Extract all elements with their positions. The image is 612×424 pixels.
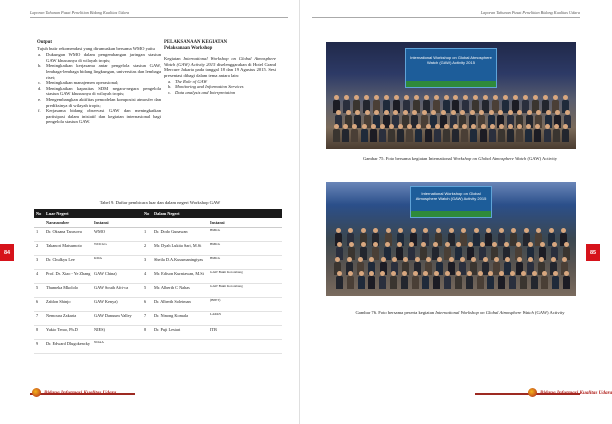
participant-figure bbox=[509, 271, 516, 289]
table-cell-no: 2 bbox=[36, 243, 39, 248]
output-item-text: Meningkatkan kerjasama antar pengelola stasiun GAW, lembaga-lembaga bidang lingkungan, universitas dan lembaga riset; bbox=[46, 63, 161, 80]
header-dalam-negeri: Dalam Negeri bbox=[154, 211, 180, 216]
header-luar-negeri: Luar Negeri bbox=[46, 211, 69, 216]
output-item bbox=[38, 52, 161, 63]
output-item-letter: d. bbox=[38, 85, 42, 91]
table-cell-name: Thumeka Mkololo bbox=[46, 285, 79, 290]
output-intro: Tujuh butir rekomendasi yang dirumuskan bersama WMO yaitu bbox=[37, 45, 155, 51]
theme-letter: c. bbox=[168, 89, 172, 95]
table-row bbox=[34, 228, 282, 242]
table-cell-no: 4 bbox=[36, 271, 39, 276]
speaker-table bbox=[34, 209, 282, 354]
activity-paragraph: Kegiatan International Workshop on Global Atmosphere Watch (GAW) Activity 2015 diselenggarakan di Hotel Grand Mercure Jakarta pada tanggal 18 dan 19 Agustus 2015. Sesi presentasi dibagi dalam tema antara lain: bbox=[164, 56, 276, 78]
header-rule-left bbox=[30, 17, 288, 18]
table-cell-name2: Dr. Puji Lestari bbox=[154, 327, 181, 332]
participant-figure bbox=[487, 271, 494, 289]
table-cell-no: 7 bbox=[36, 313, 39, 318]
theme-list bbox=[164, 79, 276, 96]
participant-figure bbox=[388, 124, 395, 142]
output-item bbox=[38, 63, 161, 80]
participant-figure bbox=[498, 124, 505, 142]
table-cell-no: 5 bbox=[36, 285, 39, 290]
header-rule-right bbox=[312, 17, 580, 18]
workshop-banner-2 bbox=[410, 186, 492, 218]
table-cell-no: 3 bbox=[36, 257, 39, 262]
output-item-letter: e. bbox=[38, 96, 42, 102]
table-row bbox=[34, 312, 282, 326]
output-item-letter: c. bbox=[38, 80, 42, 86]
table-cell-inst2: BMKG bbox=[210, 256, 221, 260]
table-caption: Tabel 9. Daftar pembicara luar dan dalam negeri Workshop GAW bbox=[99, 200, 221, 205]
output-item bbox=[38, 96, 161, 108]
output-list bbox=[37, 52, 161, 125]
table-cell-no2: 6 bbox=[144, 299, 147, 304]
table-cell-name2: Mr. Alberth C Nahas bbox=[154, 285, 190, 290]
table-cell-no2: 7 bbox=[144, 313, 147, 318]
table-cell-name: Dr. Edward Dlugokencky bbox=[46, 341, 91, 346]
participant-figure bbox=[443, 124, 450, 142]
banner-text-2: International Workshop on Global Atmosphere Watch (GAW) Activity 2015 bbox=[415, 191, 487, 201]
footer-label-left: Bidang Informasi Kualitas Udara bbox=[44, 389, 117, 396]
participant-figure bbox=[520, 271, 527, 289]
participant-figure bbox=[336, 271, 343, 289]
running-header-left: Laporan Tahunan Pusat Penelitian Bidang Kualitas Udara bbox=[30, 10, 130, 15]
participant-figure bbox=[455, 271, 462, 289]
participants-group-2 bbox=[332, 228, 570, 290]
table-cell-no2: 5 bbox=[144, 285, 147, 290]
running-header-right: Laporan Tahunan Pusat Penelitian Bidang Kualitas Udara bbox=[480, 10, 580, 15]
participant-figure bbox=[489, 124, 496, 142]
table-cell-inst: GAW Danuum Valley bbox=[94, 313, 132, 318]
table-cell-name: Prof. Dr. Xiao - Ye Zhang bbox=[46, 271, 91, 276]
participant-figure bbox=[534, 124, 541, 142]
participant-figure bbox=[452, 124, 459, 142]
photo-caption-1: Gambar 75. Foto bersama kegiatan International Workshop on Global Atmosphere Watch (GAW) Activity bbox=[362, 156, 558, 161]
output-item bbox=[38, 108, 161, 125]
participant-figure bbox=[412, 271, 419, 289]
table-cell-no2: 8 bbox=[144, 327, 147, 332]
table-subheader-row bbox=[34, 218, 282, 228]
workshop-banner-1 bbox=[405, 48, 497, 88]
table-cell-inst: WMO bbox=[94, 229, 105, 234]
participant-figure bbox=[498, 271, 505, 289]
table-row bbox=[34, 326, 282, 340]
table-cell-no2: 2 bbox=[144, 243, 147, 248]
table-header-row bbox=[34, 209, 282, 218]
participant-figure bbox=[470, 124, 477, 142]
table-row bbox=[34, 284, 282, 298]
table-row bbox=[34, 298, 282, 312]
participant-figure bbox=[390, 271, 397, 289]
table-cell-no2: 1 bbox=[144, 229, 147, 234]
participant-figure bbox=[477, 271, 484, 289]
participant-figure bbox=[425, 124, 432, 142]
participant-figure bbox=[480, 124, 487, 142]
output-item-letter: b. bbox=[38, 63, 42, 69]
footer-right bbox=[300, 388, 612, 400]
table-body bbox=[34, 228, 282, 354]
table-cell-inst2: BMKG bbox=[210, 228, 221, 232]
table-cell-name2: Dr. Ninong Komala bbox=[154, 313, 189, 318]
participants-group-1 bbox=[332, 95, 570, 143]
table-cell-inst: GAW China) bbox=[94, 271, 117, 276]
table-cell-inst2: GAW Bukit Kototabang bbox=[210, 270, 243, 274]
participant-figure bbox=[397, 124, 404, 142]
table-cell-inst2: GAW Bukit Kototabang bbox=[210, 284, 243, 288]
participant-figure bbox=[333, 124, 340, 142]
output-item-text: Meningkatkan kapasitas SDM negara-negara pengelola stasiun GAW khususnya di wilayah tropis; bbox=[46, 85, 161, 97]
participant-figure bbox=[444, 271, 451, 289]
output-section bbox=[37, 40, 161, 125]
participant-figure bbox=[507, 124, 514, 142]
table-cell-name2: Dr. Dodo Gunawan bbox=[154, 229, 188, 234]
footer-label-right: Bidang Informasi Kualitas Udara bbox=[540, 389, 612, 396]
participant-figure bbox=[531, 271, 538, 289]
footer-left bbox=[0, 388, 300, 400]
photo-caption-2: Gambar 76. Foto bersama peserta kegiatan International Workshop on Global Atmosphere Watch (GAW) Activity bbox=[355, 310, 565, 315]
table-cell-inst: WDCGG bbox=[94, 242, 107, 246]
table-row bbox=[34, 242, 282, 256]
table-cell-name: Dr. Oksana Tarasova bbox=[46, 229, 82, 234]
participant-figure bbox=[379, 271, 386, 289]
group-photo-2 bbox=[326, 182, 576, 296]
output-title: Output bbox=[37, 40, 52, 45]
page-number-right: 85 bbox=[586, 244, 600, 261]
participant-figure bbox=[342, 124, 349, 142]
table-cell-name: Takanori Matsumoto bbox=[46, 243, 82, 248]
participant-figure bbox=[370, 124, 377, 142]
participant-figure bbox=[466, 271, 473, 289]
participant-figure bbox=[541, 271, 548, 289]
table-cell-inst: NOAA bbox=[94, 340, 104, 344]
participant-figure bbox=[415, 124, 422, 142]
table-row bbox=[34, 270, 282, 284]
activity-section bbox=[164, 40, 276, 95]
table-cell-name: Zablon Shinjo bbox=[46, 299, 71, 304]
output-item-letter: f. bbox=[38, 108, 41, 114]
group-photo-1 bbox=[326, 42, 576, 149]
header-no: No bbox=[36, 211, 42, 216]
participant-figure bbox=[516, 124, 523, 142]
table-cell-name: Yukio Terao, Ph.D bbox=[46, 327, 78, 332]
participant-figure bbox=[563, 271, 570, 289]
table-cell-name2: Mr. Dyah Lukita Sari, M.Si bbox=[154, 243, 202, 248]
bmkg-logo-icon bbox=[32, 388, 41, 397]
participant-figure bbox=[347, 271, 354, 289]
participant-figure bbox=[358, 271, 365, 289]
output-item-text: Dukungan WMO dalam pengembangan jaringan stasiun GAW khususnya di wilayah tropis; bbox=[46, 52, 161, 63]
table-row bbox=[34, 340, 282, 354]
subheader-instansi-2: Instansi bbox=[210, 220, 225, 225]
participant-figure bbox=[553, 124, 560, 142]
participant-figure bbox=[433, 271, 440, 289]
table-cell-inst: KMA bbox=[94, 256, 102, 260]
subheader-instansi: Instansi bbox=[94, 220, 109, 225]
output-item bbox=[38, 85, 161, 97]
table-cell-no: 6 bbox=[36, 299, 39, 304]
output-item-text: Kerjasama bidang observasi GAW dan meningkatkan partisipasi dalam inisiatif dan kegiatan internasional bagi pengelola stasiun GAW. bbox=[46, 108, 161, 125]
table-cell-inst: GAW Kenya) bbox=[94, 299, 118, 304]
table-cell-inst: NIES) bbox=[94, 327, 105, 332]
participant-figure bbox=[552, 271, 559, 289]
table-cell-no2: 4 bbox=[144, 271, 147, 276]
output-item-letter: a. bbox=[38, 52, 42, 58]
participant-figure bbox=[461, 124, 468, 142]
participant-figure bbox=[434, 124, 441, 142]
table-cell-inst2: BMKG bbox=[210, 242, 221, 246]
table-cell-name: Dr. Chulkyu Lee bbox=[46, 257, 75, 262]
table-cell-no: 1 bbox=[36, 229, 39, 234]
table-cell-name: Nemoura Zakaria bbox=[46, 313, 77, 318]
theme-text: Data analysis and Interpretation bbox=[175, 89, 236, 95]
table-cell-inst: GAW South Afri-ca bbox=[94, 285, 129, 290]
output-item-text: Meningkatkan manajemen operasional; bbox=[46, 80, 119, 86]
header-no-2: No bbox=[144, 211, 150, 216]
right-page bbox=[300, 0, 612, 424]
theme-letter: a. bbox=[168, 78, 172, 84]
participant-figure bbox=[406, 124, 413, 142]
theme-text: The Role of GAW bbox=[175, 78, 208, 84]
theme-item bbox=[168, 89, 276, 96]
participant-figure bbox=[525, 124, 532, 142]
table-cell-inst2: (BPPT) bbox=[210, 298, 221, 302]
output-item-text: Mengembangkan aktifitas pemodelan komposisi atmosfer dan prediksinya di wilayah tropis; bbox=[46, 96, 161, 108]
banner-text-1: International Workshop on Global Atmosphere Watch (GAW) Activity 2015 bbox=[410, 55, 492, 65]
participant-figure bbox=[379, 124, 386, 142]
table-cell-inst2: ITB bbox=[210, 327, 217, 332]
table-cell-name2: Sheila D.A.Kusumaningtyas bbox=[154, 257, 204, 262]
table-cell-no: 8 bbox=[36, 327, 39, 332]
participant-figure bbox=[368, 271, 375, 289]
subheader-narasumber: Narasumber bbox=[46, 220, 70, 225]
theme-letter: b. bbox=[168, 84, 172, 90]
participant-figure bbox=[544, 124, 551, 142]
participant-figure bbox=[401, 271, 408, 289]
activity-subtitle: Pelaksanaan Workshop bbox=[164, 45, 213, 51]
bmkg-logo-icon bbox=[528, 388, 537, 397]
table-cell-name2: Dr. Alberth Soleiman bbox=[154, 299, 191, 304]
table-cell-inst2: LAPAN bbox=[210, 312, 221, 316]
theme-text: Monitoring and Information Services bbox=[175, 84, 244, 90]
participant-figure bbox=[351, 124, 358, 142]
page-number-left: 84 bbox=[0, 244, 14, 261]
table-cell-no: 9 bbox=[36, 341, 39, 346]
table-cell-no2: 3 bbox=[144, 257, 147, 262]
table-cell-name2: Mr. Edison Kurniawan, M.Si bbox=[154, 271, 204, 276]
participant-figure bbox=[361, 124, 368, 142]
participant-figure bbox=[422, 271, 429, 289]
activity-title: PELAKSANAAN KEGIATAN bbox=[164, 40, 228, 45]
participant-figure bbox=[562, 124, 569, 142]
table-row bbox=[34, 256, 282, 270]
